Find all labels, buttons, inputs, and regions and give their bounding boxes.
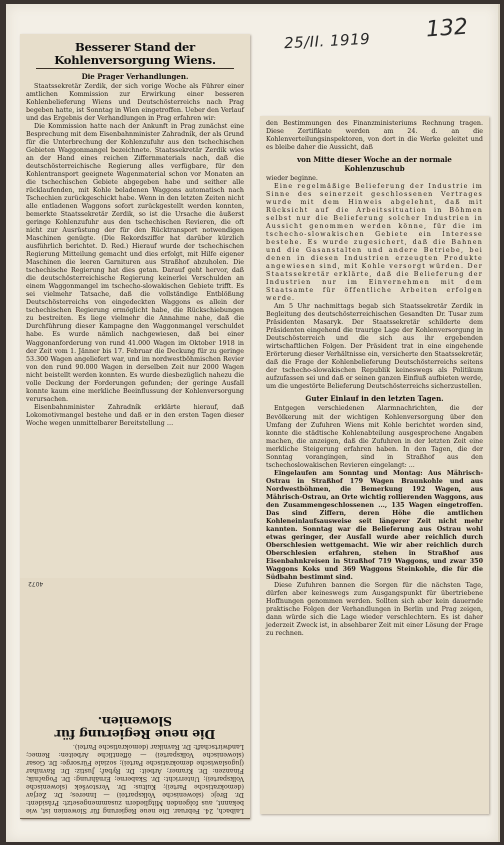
archive-sheet [6,4,500,842]
right-paragraph-5: Eingelaufen am Sonntag und Montag: Aus Mährisch-Ostrau in Straßhof 179 Wagen Braunkohle und aus Nordwestböhmen, die Bemerkung 192 Wagen, aus Mährisch-Ostrau, an Orte wichtig rollierenden Waggons, aus den Zusammengeschlossenen ..., 135 Wagen eingetroffen. Das sind Ziffern, deren Höhe die amtlichen Kohleneinlaufsausweise seit längerer Zeit nicht mehr kannten. Sonntag war die Belieferung aus Ostrau wohl etwas geringer, der Ausfall wurde aber reichlich durch Oberschlesien wettgemacht. Wie wir aber reichlich durch Oberschlesien erfahren, stehen in Straßhof aus Eisenbahnkreisen in Straßhof 719 Waggons, und zwar 350 Waggons Koks und 369 Waggons Steinkohle, die für die Südbahn bestimmt sind. [266,469,483,581]
right-paragraph-3: Am 5 Uhr nachmittags begab sich Staatssekretär Zerdik in Begleitung des deutschösterreichischen Gesandten Dr. Tusar zum Präsidenten Masaryk. Der Staatssekretär schilderte dem Präsidenten eingehend die traurige Lage der Kohlenversorgung in Deutschösterreich und die sich aus ihr ergebenden wirtschaftlichen Folgen. Der Präsident trat in eine eingehende Erörterung dieser Verhältnisse ein, versicherte den Staatssekretär, daß die Frage der Kohlenbelieferung Deutschösterreichs seitens der tschecho-slowakischen Republik keineswegs als Politikum aufzufassen sei und daß er seinen ganzen Einfluß aufbieten werde, um die ungestörte Belieferung Deutschösterreichs sicherzustellen. [266,303,483,391]
left-paragraph-2: Die Kommission hatte nach der Ankunft in Prag zunächst eine Besprechung mit dem Eisenbahnminister Zahradník, der als Grund für die Unterbrechung der Kohlenzufuhr aus den tschechischen Gebieten Waggonmangel bezeichnete. Staatssekretär Zerdik wies an der Hand eines reichen Ziffernmaterials nach, daß die deutschösterreichische Regierung alles verfügbare, für den Kohlentransport geeignete Wagenmaterial schon vor Monaten an die tschechischen Gebiete abgegeben habe und seither alle rücklaufenden, mit Kohle beladenen Waggons automatisch nach Tschechien zurückgeschickt habe. Wenn in den letzten Zeiten nicht alle entladenen Waggons sofort zurückgestellt werden konnten, bemerkte Staatssekretär Zerdik, so ist die Ursache die äußerst geringe Kohlenzufuhr aus den tschechischen Revieren, die oft nicht zur Ausrüstung der für den Rücktransport notwendigen Maschinen genügte. (Die Rekordsziffer hat darüber kürzlich ausführlich berichtet. D. Red.) Hierauf wurde der tschechischen Regierung Mitteilung gemacht und dies erfolgt, mit Hilfe eigener Maschinen die leeren Garnituren aus Straßhof abzuholen. Die tschechische Regierung hat dies getan. Darauf geht hervor, daß die deutschösterreichische Regierung keinerlei Verschulden an einem Waggonmangel im tschecho-slowakischen Gebiete trifft. Es sei vielmehr Tatsache, daß die vollständige Entblößung Deutschösterreichs von eingedeckten Waggons es allein der tschechischen Regierung ermöglicht habe, die Rückschiebungen zu bestreiten. Es liege vielmehr die Annahme nahe, daß die Durchführung dieser Kampagne den Waggonmangel verschuldet habe. Es wurde nämlich nachgewiesen, daß bei einer Waggonanforderung von rund 41.000 Wagen im Oktober 1918 in der Zeit vom 1. Jänner bis 17. Februar die Deckung für zu geringe 53.300 Wagen angeliefert war, und im nordwestböhmischen Revier von den rund 90.000 Wagen in derselben Zeit nur 2000 Wagen nicht beistellt werden konnten. Es wurde diesbezüglich nahezu die volle Deckung der Forderungen gefunden; der geringe Ausfall konnte kaum eine merkliche Beeinflussung der Kohlenversorgung verursachen. [26,123,244,403]
inverted-headline: Die neue Regierung für Slowenien. [54,714,216,742]
left-paragraph-3: Eisenbahnminister Zahradník erklärte hierauf, daß Lokomotivmangel bestehe und daß er in den ersten Tagen dieser Woche wegen unmittelbarer Bereitstellung … [26,403,244,427]
right-paragraph-2: Eine regelmäßige Belieferung der Industrie im Sinne des seinerzeit geschlossenen Vertrages wurde mit dem Hinweis abgelehnt, daß mit Rücksicht auf die Arbeitssituation in Böhmen selbst nur die Belieferung solcher Industrien in Aussicht genommen werden könne, für die im tschecho-slowakischen Gebiete ein Interesse bestehe. Es wurde zugesichert, daß die Bahnen und die Gasanstalten und andere Betriebe, bei denen in diesen Industrien erzeugten Produkte angewiesen sind, mit Kohle versorgt würden. Der Staatssekretär erklärte, daß die Belieferung der Industrien nur im Einvernehmen mit dem Staatsamte für öffentliche Arbeiten erfolgen werde. [266,183,483,303]
left-headline: Besserer Stand der Kohlenversorgung Wiens. [54,40,216,67]
left-article [20,34,250,432]
inverted-text: Laibach, 24. Februar. Die neue Regierung für Slowenien ist, wie bekannt, aus folgenden Mitgliedern zusammengesetzt: Präsident: Dr. Brejc (slowenische Volkspartei) — Inneres; Dr. Žerjav (demokratische Partei); Kultus: Dr. Verstovšek (slowenische Volkspartei); Unterricht: Dr. Skaberne; Ernährung: Dr. Pogačnik; Finanzen: Dr. Kramer; Arbeit: Dr. Rybař; Justiz: Dr. Ravnihar (jugoslawische demokratische Partei); soziale Fürsorge: Dr. Gosar (slowenische Volkspartei) — öffentliche Arbeiten: Remec; Landwirtschaft: Dr. Ravnikar (demokratische Partei). [26,742,244,814]
inverted-article [20,578,250,819]
left-paragraph-1: Staatssekretär Zerdik, der sich vorige Woche als Führer einer amtlichen Kommission zur Erwirkung einer besseren Kohlenbelieferung Wiens und Deutschösterreichs nach Prag begeben hatte, ist Sonntag in Wien eingetroffen. Ueber den Verlauf und das Ergebnis der Verhandlungen in Prag erfahren wir: [26,83,244,123]
right-paragraph-1: den Bestimmungen des Finanzministeriums Rechnung tragen. Diese Zertifikate werden am 24. d. an die Kohlenverteilungsinspektoren, von dort in die Werke geleitet und es bleibe daher die Aussicht, daß [266,120,483,152]
left-clipping [20,34,250,819]
left-subhead: Die Prager Verhandlungen. [81,72,189,81]
handwritten-date: 25/II. 1919 [283,29,371,53]
right-paragraph-4: Entgegen verschiedenen Alarmnachrichten, die der Bevölkerung mit der wichtigen Kohlenversorgung über den Umfang der Zufuhren Wiens mit Kohle berichtet worden sind, konnte die städtische Kohlenabteilung ausgesprochene Angaben machen, die anzeigen, daß die Zufuhren in der letzten Zeit eine merkliche Steigerung erfahren haben. In den Tagen, die der Sonntag vorangingen, sind in Straßhof aus den tschechoslowakischen Revieren eingelangt: ... [266,405,483,469]
right-clipping [260,116,489,814]
right-subhead-2: Guter Einlauf in den letzten Tagen. [305,394,444,404]
right-paragraph-1b: wieder beginne. [266,175,318,183]
right-paragraph-6: Diese Zufuhren bannen die Sorgen für die nächsten Tage, dürfen aber keineswegs zum Ausgangspunkt für übertriebene Hoffnungen genommen werden. Sollten sich aber kein dauernde praktische Folgen der Verhandlungen in Berlin und Prag zeigen, dann würde sich die Lage wieder verschlechtern. Es ist daher jederzeit Zweck ist, in absehbarer Zeit mit einer Lösung der Frage zu rechnen. [266,581,483,637]
inverted-tag: 4072 [28,580,44,587]
right-subhead: von Mitte dieser Woche an der normale Kohlenzuschub [297,155,452,174]
right-article [260,116,489,642]
headline-rule [36,68,234,69]
handwritten-page-number: 132 [425,14,469,43]
